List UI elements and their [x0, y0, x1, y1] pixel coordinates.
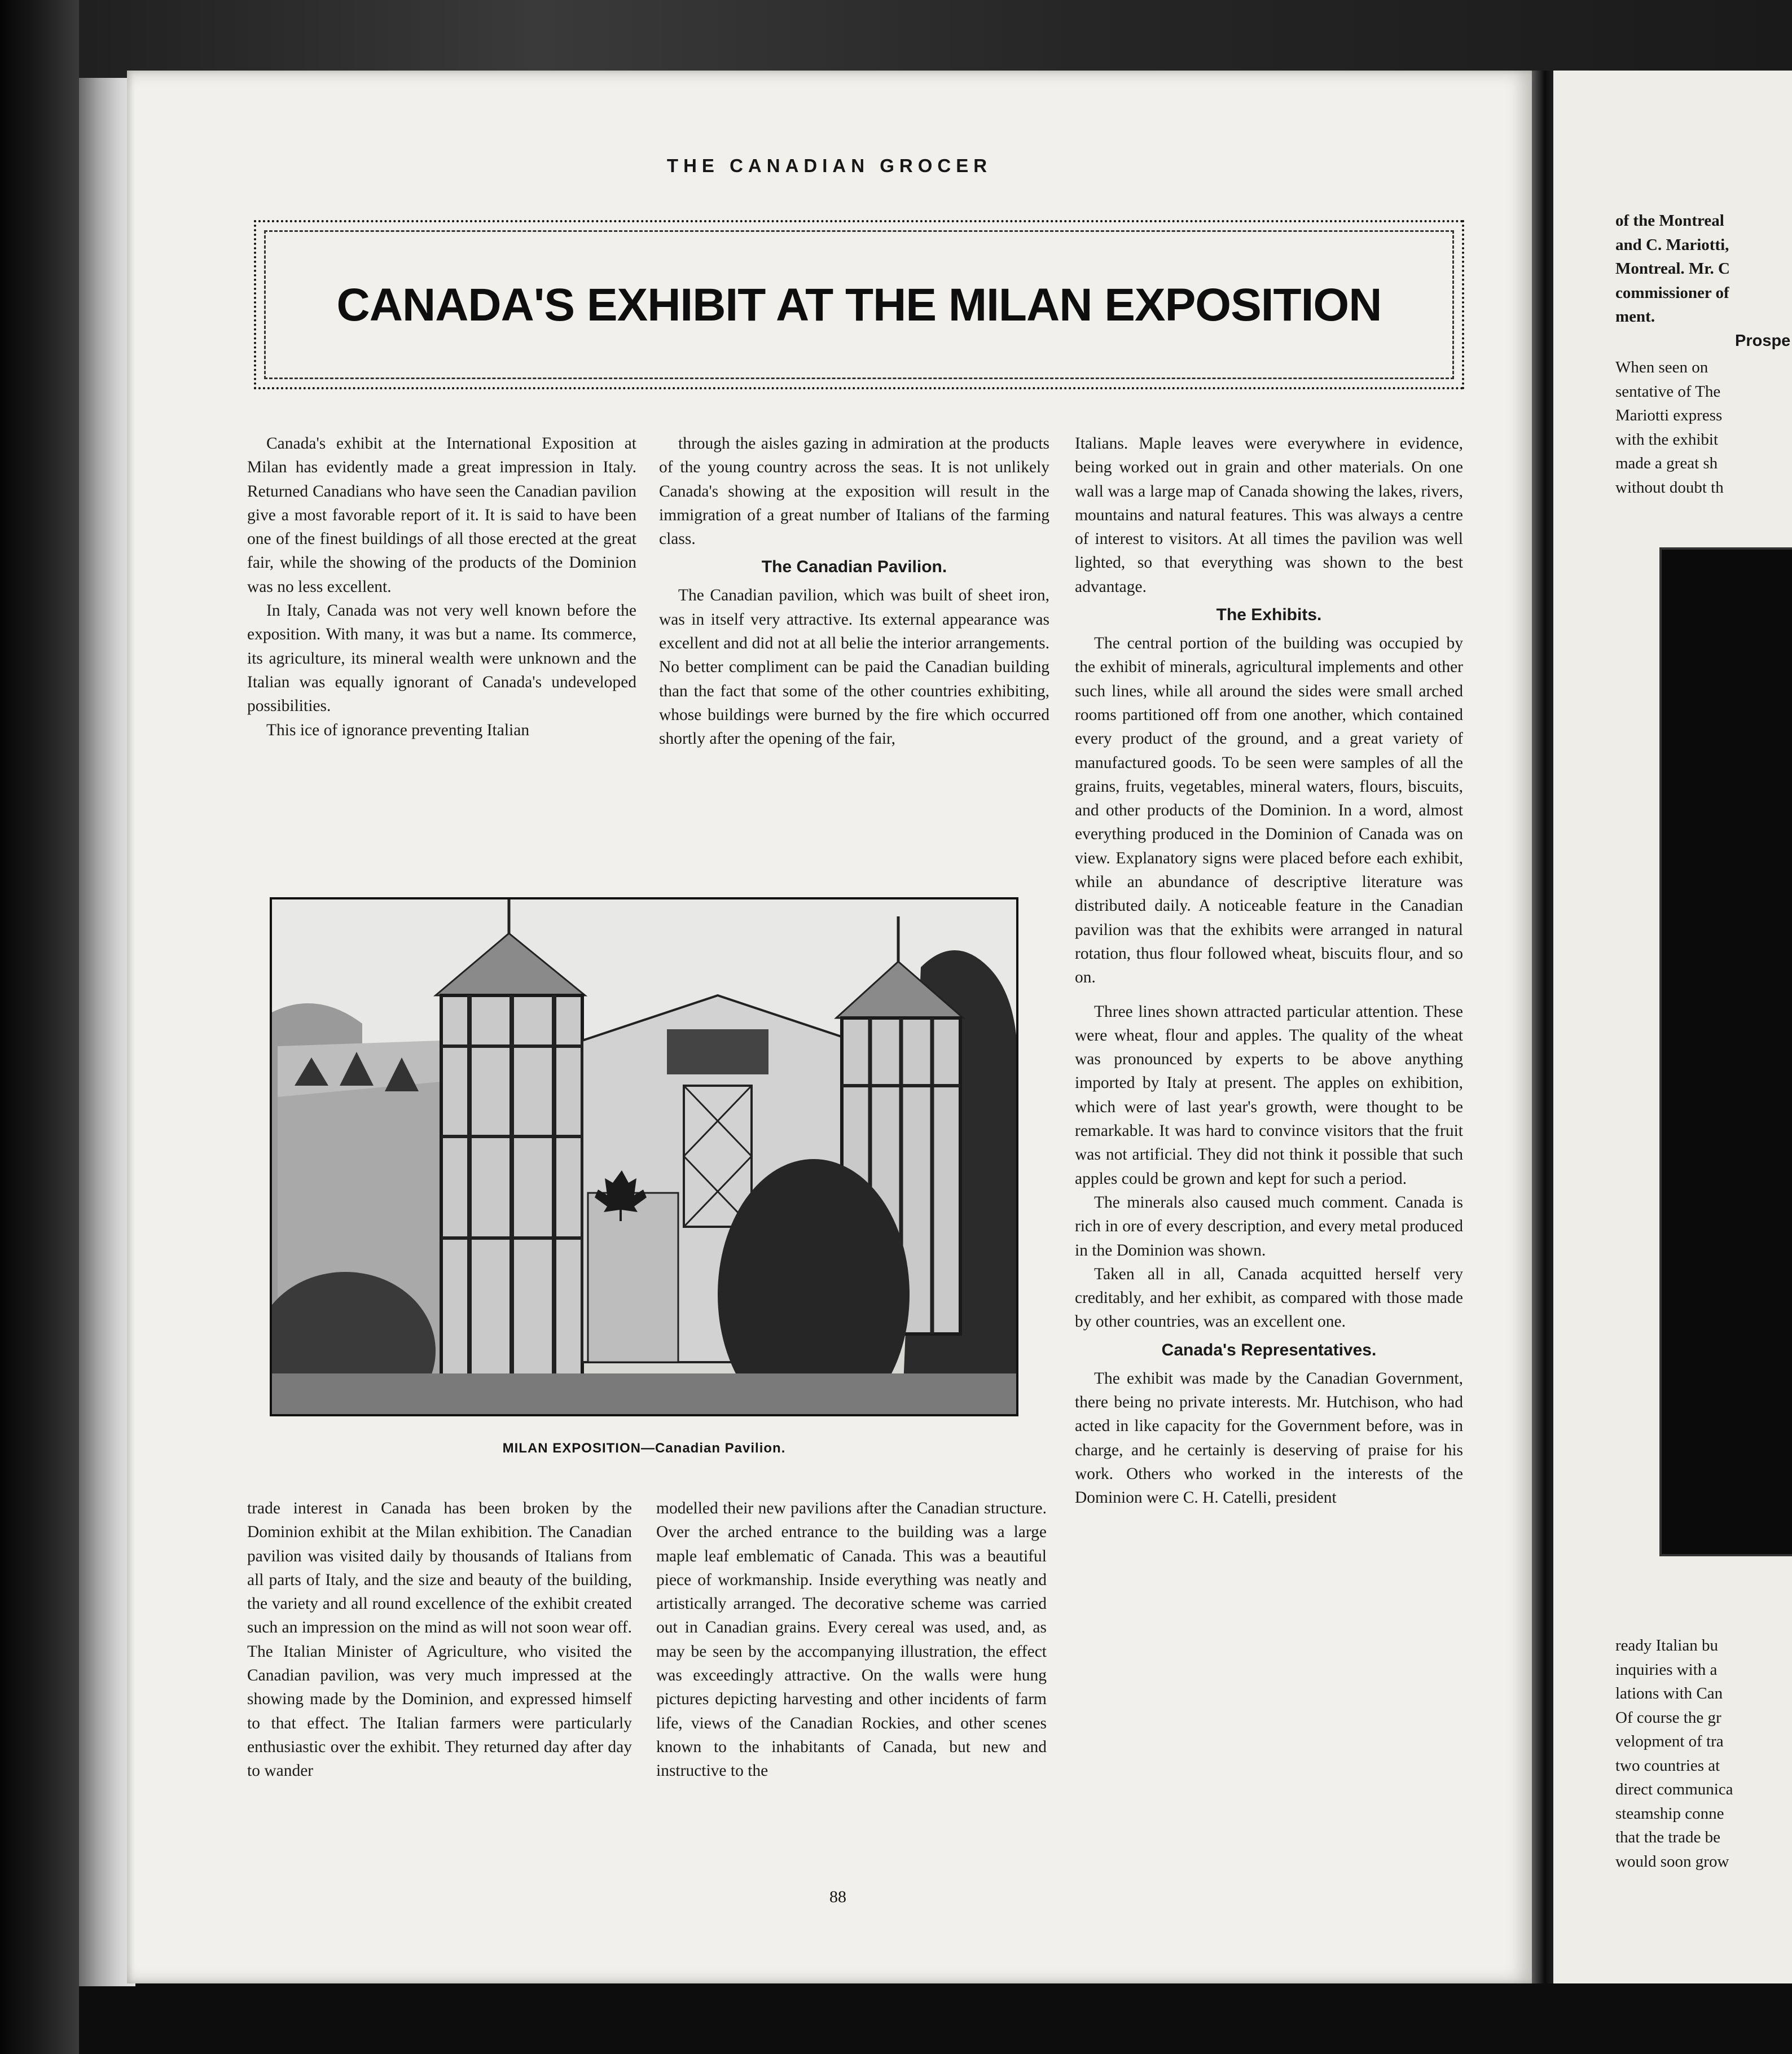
paragraph: The Canadian pavilion, which was built of sheet iron, was in itself very attractive. Its external appearance was excellent and did not at all belie the interior arrangements. No better compliment can be paid the Canadian building than the fact that some of the other countries exhibiting, whose buildings were burned by the fire which occurred shortly after the opening of the fair,	[659, 586, 1049, 748]
paragraph: The central portion of the building was occupied by the exhibit of minerals, agricultural implements and other such lines, while all around the sides were small arched rooms partitioned off from one another, which contained every product of the ground, and a great variety of manufactured goods. To be seen were samples of all the grains, fruits, vegetables, mineral waters, flours, biscuits, and other products of the Dominion. In a word, almost everything produced in the Dominion of Canada was on view. Explanatory signs were placed before each exhibit, while an abundance of descriptive literature was distributed daily. A noticeable feature in the Canadian pavilion was that the exhibits were arranged in natural rotation, thus flour followed wheat, biscuits flour, and so on.	[1075, 634, 1463, 987]
text-line: Mariotti express	[1615, 406, 1723, 424]
column-1-top	[247, 432, 636, 742]
paragraph: modelled their new pavilions after the Canadian structure. Over the arched entrance to the building was a large maple leaf emblematic of Canada. This was a beautiful piece of workmanship. Inside everything was neatly and artistically arranged. The decorative scheme was carried out in Canadian grains. Every cereal was used, and, as may be seen by the accompanying illustration, the effect was exceedingly attractive. On the walls were hung pictures depicting harvesting and other incidents of farm life, views of the Canadian Rockies, and other scenes known to the inhabitants of Canada, but new and instructive to the	[656, 1499, 1047, 1780]
book-gutter	[1532, 71, 1553, 1983]
text-line: without doubt th	[1615, 478, 1724, 497]
text-line: sentative of The	[1615, 382, 1721, 401]
paragraph: trade interest in Canada has been broken by the Dominion exhibit at the Milan exhibition. The Canadian pavilion was visited daily by thousands of Italians from all parts of Italy, and the size and beauty of the building, the variety and all round excellence of the exhibit created such an impression on the mind as will not soon wear off. The Italian Minister of Agriculture, who visited the Canadian pavilion, was very much impressed at the showing made by the Dominion, and expressed himself to that effect. The Italian farmers were particularly enthusiastic over the exhibit. They returned day after day to wander	[247, 1499, 632, 1780]
running-head: THE CANADIAN GROCER	[666, 155, 992, 176]
column-2-top	[659, 432, 1049, 751]
right-page-heading: Prospe	[1735, 332, 1791, 350]
paragraph: Taken all in all, Canada acquitted herself very creditably, and her exhibit, as compared with those made by other countries, was an excellent one.	[1075, 1265, 1463, 1331]
text-line: of the Montreal	[1615, 212, 1724, 230]
right-page	[1553, 71, 1792, 1983]
section-heading: The Canadian Pavilion.	[761, 558, 947, 577]
text-line: with the exhibit	[1615, 430, 1719, 449]
text-line: made a great sh	[1615, 454, 1718, 472]
paragraph: Three lines shown attracted particular attention. These were wheat, flour and apples. The quality of the wheat was pronounced by experts to be above anything imported by Italy at present. The apples on exhibition, which were of last year's growth, were thought to be remarkable. It was hard to convince visitors that the fruit was not artificial. They did not think it possible that such apples could be grown and kept for such a period.	[1075, 1002, 1463, 1188]
text-line: inquiries with a	[1615, 1660, 1718, 1679]
right-page-mid-text	[1615, 356, 1724, 499]
photograph-canadian-pavilion-icon	[272, 899, 1016, 1414]
title-frame	[254, 220, 1464, 389]
text-line: ment.	[1615, 308, 1655, 326]
text-line: steamship conne	[1615, 1804, 1724, 1823]
paragraph: This ice of ignorance preventing Italian	[266, 721, 530, 739]
text-line: Montreal. Mr. C	[1615, 260, 1730, 278]
right-page-photo	[1659, 547, 1792, 1556]
text-line: two countries at	[1615, 1756, 1720, 1775]
column-2-bottom	[656, 1496, 1047, 1783]
text-line: velopment of tra	[1615, 1732, 1724, 1750]
page-number: 88	[829, 1888, 846, 1906]
photo-caption: MILAN EXPOSITION—Canadian Pavilion.	[502, 1441, 786, 1456]
section-heading: The Exhibits.	[1216, 605, 1322, 625]
column-3	[1075, 432, 1463, 1509]
right-page-bottom-text	[1615, 1634, 1733, 1873]
paragraph: Canada's exhibit at the International Exposition at Milan has evidently made a great impression in Italy. Returned Canadians who have seen the Canadian pavilion give a most favorable report of it. It is said to have been one of the finest buildings of all those erected at the great fair, while the showing of the products of the Dominion was no less excellent.	[247, 434, 636, 596]
column-1-bottom	[247, 1496, 632, 1783]
pavilion-photo	[270, 897, 1018, 1416]
paragraph: The exhibit was made by the Canadian Government, there being no private interests. Mr. Hutchison, who had acted in like capacity for the Government before, was in charge, and he certainly is deserving of praise for his work. Others who worked in the interests of the Dominion were C. H. Catelli, president	[1075, 1369, 1463, 1507]
paragraph: Italians. Maple leaves were everywhere in evidence, being worked out in grain and other materials. On one wall was a large map of Canada showing the lakes, rivers, mountains and natural features. This was always a centre of interest to visitors. At all times the pavilion was well lighted, so that everything was shown to the best advantage.	[1075, 434, 1463, 596]
left-shadow	[0, 0, 79, 2054]
text-line: When seen on	[1615, 358, 1708, 376]
section-heading: Canada's Representatives.	[1161, 1340, 1377, 1359]
article-title: CANADA'S EXHIBIT AT THE MILAN EXPOSITION	[336, 279, 1382, 331]
text-line: ready Italian bu	[1615, 1636, 1718, 1654]
text-line: lations with Can	[1615, 1684, 1723, 1702]
paragraph: In Italy, Canada was not very well known before the exposition. With many, it was but a name. Its commerce, its agriculture, its mineral wealth were unknown and the Italian was equally ignorant of Canada's undeveloped possibilities.	[247, 602, 636, 716]
text-line: Of course the gr	[1615, 1708, 1721, 1727]
text-line: would soon grow	[1615, 1852, 1729, 1871]
right-page-top-text	[1615, 209, 1730, 329]
text-line: and C. Mariotti,	[1615, 235, 1729, 254]
paragraph: through the aisles gazing in admiration at the products of the young country across the seas. It is not unlikely Canada's showing at the exposition will result in the immigration of a great number of Italians of the farming class.	[659, 434, 1049, 548]
text-line: direct communica	[1615, 1780, 1733, 1798]
text-line: that the trade be	[1615, 1828, 1720, 1846]
paragraph: The minerals also caused much comment. Canada is rich in ore of every description, and every metal produced in the Dominion was shown.	[1075, 1193, 1463, 1259]
text-line: commissioner of	[1615, 283, 1729, 302]
